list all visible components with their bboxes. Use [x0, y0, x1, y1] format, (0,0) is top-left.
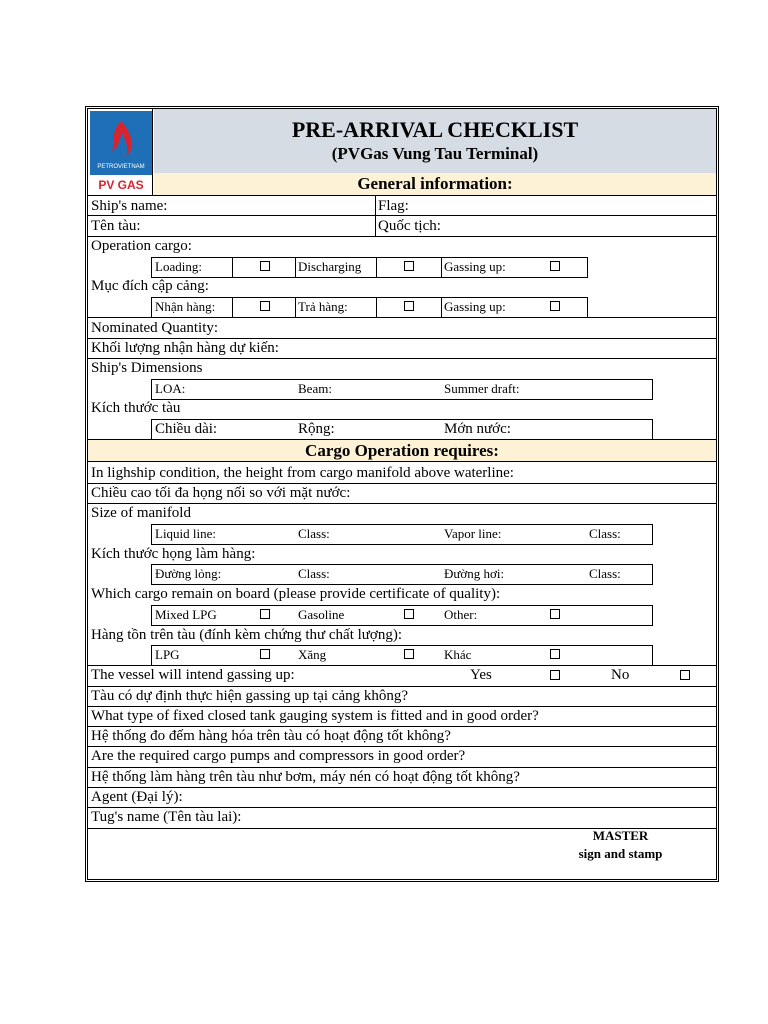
summer-draft-label: Summer draft: — [444, 381, 520, 396]
gasoline-label: Gasoline — [298, 607, 345, 622]
liquid-line-label: Liquid line: — [155, 526, 217, 541]
tra-hang-label: Trả hàng: — [298, 299, 348, 314]
yes-checkbox[interactable] — [550, 670, 560, 680]
gassing-up-vn-label: Gassing up: — [444, 299, 506, 314]
flag-label: Flag: — [378, 198, 409, 214]
mixed-lpg-checkbox[interactable] — [260, 609, 270, 619]
operation-cargo-label: Operation cargo: — [91, 238, 192, 254]
quoc-tich-label: Quốc tịch: — [378, 218, 441, 234]
mixed-lpg-label: Mixed LPG — [155, 607, 217, 622]
tau-co-label: Tàu có dự định thực hiện gassing up tại cảng không? — [91, 688, 409, 704]
kich-thuoc-hong-label: Kích thước họng làm hàng: — [91, 546, 256, 562]
class2-label: Class: — [589, 526, 621, 541]
master-label: MASTER — [592, 828, 649, 843]
loa-table — [151, 379, 653, 400]
discharging-label: Discharging — [298, 259, 362, 274]
dimensions-label: Ship's Dimensions — [91, 360, 203, 376]
pumps-label: Are the required cargo pumps and compressors in good order? — [91, 748, 466, 764]
operation-cargo-table — [151, 257, 588, 278]
gauging-label: What type of fixed closed tank gauging system is fitted and in good order? — [91, 708, 539, 724]
logo-top-text: PETROVIETNAM — [97, 164, 145, 170]
no-checkbox[interactable] — [680, 670, 690, 680]
no-label: No — [611, 667, 630, 683]
lpg-checkbox[interactable] — [260, 649, 270, 659]
khac-checkbox[interactable] — [550, 649, 560, 659]
gassing-up-label: Gassing up: — [444, 259, 506, 274]
gassing-intent-label: The vessel will intend gassing up: — [91, 667, 295, 683]
nhan-hang-label: Nhận hàng: — [155, 299, 216, 314]
xang-label: Xăng — [298, 647, 327, 662]
ten-tau-label: Tên tàu: — [91, 218, 141, 234]
loading-checkbox[interactable] — [260, 261, 270, 271]
gassing-up-checkbox[interactable] — [550, 261, 560, 271]
he-thong-do-label: Hệ thống đo đếm hàng hóa trên tàu có hoạt động tốt không? — [91, 728, 451, 744]
hang-ton-label: Hàng tồn trên tàu (đính kèm chứng thư chất lượng): — [91, 627, 403, 643]
other-checkbox[interactable] — [550, 609, 560, 619]
remain-label: Which cargo remain on board (please provide certificate of quality): — [91, 586, 501, 602]
gassing-up-vn-checkbox[interactable] — [550, 301, 560, 311]
discharging-checkbox[interactable] — [404, 261, 414, 271]
cargo-heading: Cargo Operation requires: — [305, 441, 499, 460]
liquid-line-table — [151, 524, 653, 545]
muc-dich-table — [151, 297, 588, 318]
muc-dich-label: Mục đích cập cảng: — [91, 278, 209, 294]
page-title: PRE-ARRIVAL CHECKLIST — [291, 117, 579, 142]
beam-label: Beam: — [298, 381, 332, 396]
rong-label: Rộng: — [298, 421, 335, 437]
tug-label: Tug's name (Tên tàu lai): — [91, 809, 242, 825]
tra-hang-checkbox[interactable] — [404, 301, 414, 311]
mixed-lpg-table — [151, 605, 653, 626]
page-subtitle: (PVGas Vung Tau Terminal) — [331, 144, 539, 163]
loa-label: LOA: — [155, 381, 186, 396]
yes-label: Yes — [470, 667, 492, 683]
chieu-dai-table — [151, 419, 653, 440]
lightship-label: In lighship condition, the height from cargo manifold above waterline: — [91, 465, 514, 481]
class4-label: Class: — [589, 566, 621, 581]
general-heading: General information: — [357, 174, 513, 193]
lpg-label: LPG — [155, 647, 180, 662]
nhan-hang-checkbox[interactable] — [260, 301, 270, 311]
agent-label: Agent (Đại lý): — [91, 789, 183, 805]
gasoline-checkbox[interactable] — [404, 609, 414, 619]
duong-long-label: Đường lỏng: — [155, 566, 222, 581]
pvgas-logo — [90, 111, 152, 193]
chieu-dai-label: Chiều dài: — [155, 421, 218, 437]
khac-label: Khác — [444, 647, 472, 662]
checklist-form — [87, 108, 717, 880]
class1-label: Class: — [298, 526, 330, 541]
he-thong-lam-label: Hệ thống làm hàng trên tàu như bơm, máy nén có hoạt động tốt không? — [91, 769, 520, 785]
duong-long-table — [151, 564, 653, 585]
size-manifold-label: Size of manifold — [91, 505, 191, 521]
xang-checkbox[interactable] — [404, 649, 414, 659]
khoi-luong-label: Khối lượng nhận hàng dự kiến: — [91, 340, 279, 356]
duong-hoi-label: Đường hơi: — [444, 566, 505, 581]
logo-bottom-text: PV GAS — [98, 178, 144, 192]
class3-label: Class: — [298, 566, 330, 581]
ship-name-label: Ship's name: — [91, 198, 168, 214]
kich-thuoc-label: Kích thước tàu — [91, 400, 181, 416]
vapor-line-label: Vapor line: — [444, 526, 502, 541]
other-label: Other: — [444, 607, 478, 622]
mon-nuoc-label: Mớn nước: — [444, 421, 511, 437]
lpg-table — [151, 645, 653, 666]
chieu-cao-label: Chiều cao tối đa họng nối so với mặt nước: — [91, 485, 351, 501]
loading-label: Loading: — [155, 259, 202, 274]
nominated-qty-label: Nominated Quantity: — [91, 320, 219, 336]
sign-stamp-label: sign and stamp — [578, 846, 663, 861]
